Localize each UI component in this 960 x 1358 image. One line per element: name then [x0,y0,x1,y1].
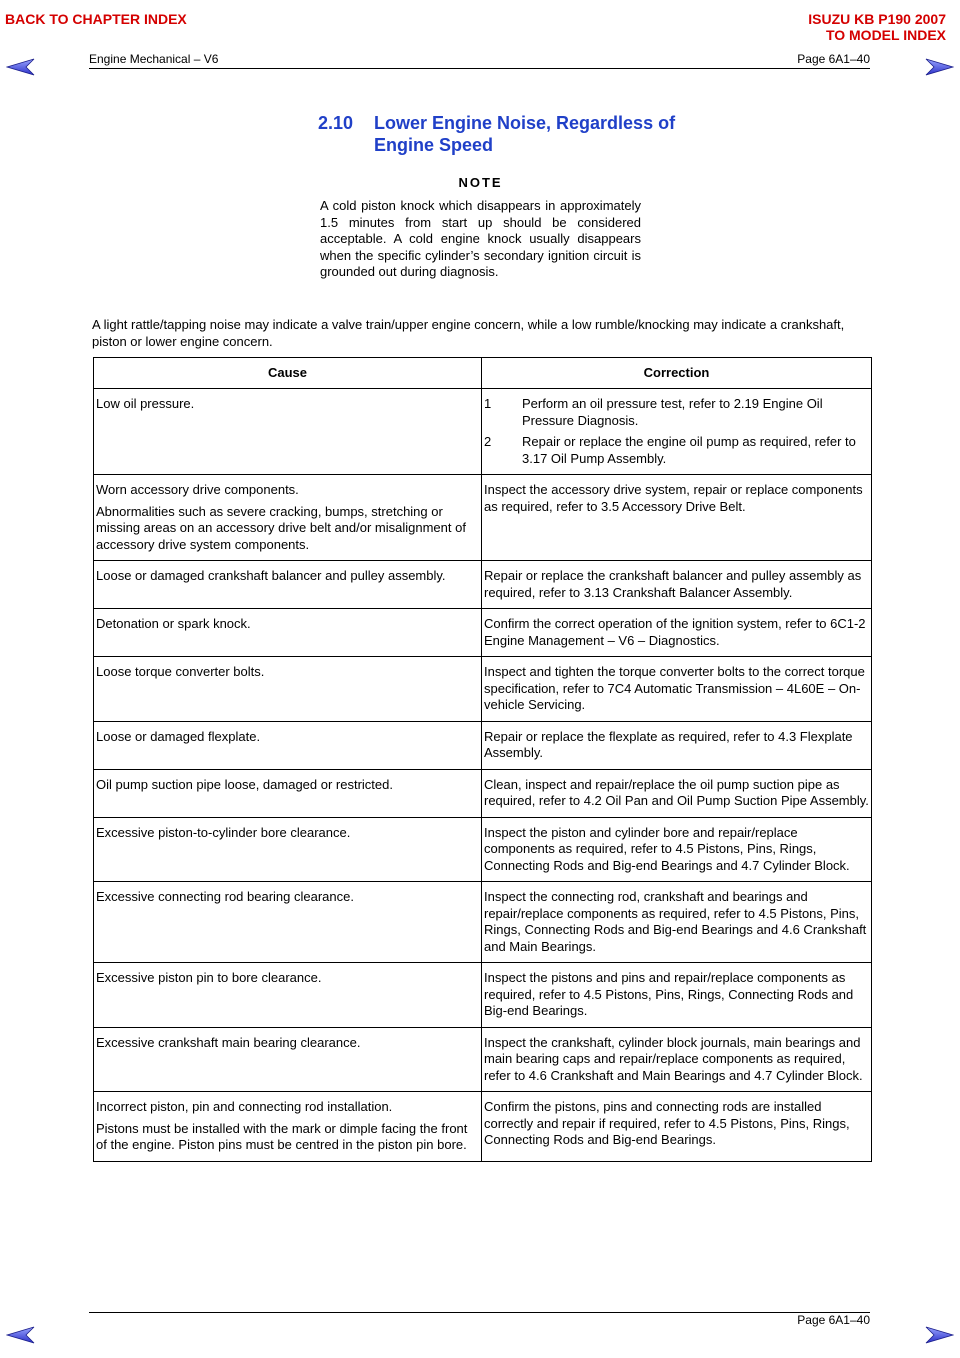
cause-cell [94,817,482,882]
cause-text: Excessive piston-to-cylinder bore clearance. [96,824,351,840]
cause-text: Oil pump suction pipe loose, damaged or restricted. [96,776,393,792]
to-model-index-link[interactable] [808,11,946,43]
cause-text: Loose torque converter bolts. [96,664,265,679]
table-row [94,561,872,609]
correction-text: Inspect the pistons and pins and repair/replace components as required, refer to 4.5 Pistons, Pins, Rings, Connecting Rods and Big-end Bearings. [484,970,854,1018]
next-page-arrow-bottom-icon[interactable] [924,1326,954,1344]
cause-cell [94,963,482,1028]
section-title-line2: Engine Speed [374,135,494,155]
cause-cell [94,657,482,722]
cause-text: Excessive connecting rod bearing clearance. [96,889,354,904]
cause-text: Excessive piston pin to bore clearance. [96,970,322,985]
cause-cell [94,721,482,769]
cause-cell [94,1092,482,1162]
cause-text: Abnormalities such as severe cracking, bumps, stretching or missing areas on an accessory drive belt and/or misalignment of accessory drive system components. [96,503,466,552]
cause-cell [94,561,482,609]
back-to-chapter-index-link[interactable]: BACK TO CHAPTER INDEX [5,11,187,27]
previous-page-arrow-bottom-icon[interactable] [6,1326,36,1344]
column-header-correction: Correction [482,358,872,389]
table-row [94,882,872,963]
cause-text: Loose or damaged crankshaft balancer and pulley assembly. [96,568,446,583]
intro-paragraph: A light rattle/tapping noise may indicate a valve train/upper engine concern, while a low rumble/knocking may indicate a crankshaft, piston or lower engine concern. [92,317,845,349]
correction-text: Repair or replace the flexplate as required, refer to 4.3 Flexplate Assembly. [484,728,853,760]
footer-page-number: Page 6A1–40 [797,1313,870,1327]
table-row [94,963,872,1028]
correction-text: Repair or replace the crankshaft balancer and pulley assembly as required, refer to 3.13 Crankshaft Balancer Assembly. [484,568,862,600]
correction-step [484,434,871,467]
correction-text: Confirm the correct operation of the ignition system, refer to 6C1-2 Engine Management – V6 – Diagnostics. [484,616,866,648]
correction-cell [482,475,872,561]
cause-text: Excessive crankshaft main bearing clearance. [96,1034,361,1050]
section-number: 2.10 [318,113,354,133]
step-number: 2 [484,434,492,449]
next-page-arrow-icon[interactable] [924,58,954,76]
correction-text: Inspect the accessory drive system, repair or replace components as required, refer to 3.5 Accessory Drive Belt. [484,482,863,514]
cause-cell [94,609,482,657]
correction-cell [482,609,872,657]
step-text: Repair or replace the engine oil pump as required, refer to 3.17 Oil Pump Assembly. [522,434,856,466]
header-rule [89,68,870,69]
correction-text: Inspect the connecting rod, crankshaft and bearings and repair/replace components as required, refer to 4.5 Pistons, Pins, Rings, Connecting Rods and Big-end Bearings and 4.6 Crankshaft and Main Bearings. [484,889,867,954]
header-section-title: Engine Mechanical – V6 [89,52,219,66]
correction-cell [482,657,872,722]
table-row [94,1092,872,1162]
cause-cell [94,769,482,817]
cause-cell [94,389,482,475]
correction-cell [482,769,872,817]
correction-cell [482,561,872,609]
correction-cell [482,1092,872,1162]
header-page-number: Page 6A1–40 [797,52,870,66]
table-row [94,389,872,475]
correction-cell [482,882,872,963]
note-body: A cold piston knock which disappears in approximately 1.5 minutes from start up should be considered acceptable. A cold engine knock usually disappears when the specific cylinder’s secondary ignition circuit is grounded out during diagnosis. [320,198,641,279]
correction-cell [482,817,872,882]
section-title-line1: Lower Engine Noise, Regardless of [374,113,676,133]
correction-text: Inspect the crankshaft, cylinder block journals, main bearings and main bearing caps and repair/replace components as required, refer to 4.6 Crankshaft and Main Bearings and 4.7 Cylinder Block. [484,1034,863,1083]
cause-text: Worn accessory drive components. [96,482,299,497]
correction-text: Inspect the piston and cylinder bore and repair/replace components as required, refer to 4.5 Pistons, Pins, Rings, Connecting Rods and Big-end Bearings and 4.7 Cylinder Block. [484,824,850,873]
section-title [318,112,675,156]
correction-cell [482,963,872,1028]
column-header-cause: Cause [94,358,482,389]
table-row [94,475,872,561]
cause-text: Incorrect piston, pin and connecting rod installation. [96,1099,393,1114]
correction-text: Clean, inspect and repair/replace the oil pump suction pipe as required, refer to 4.2 Oil Pan and Oil Pump Suction Pipe Assembly. [484,776,869,808]
model-title: ISUZU KB P190 2007 [808,11,946,27]
step-number: 1 [484,396,492,411]
correction-cell [482,1027,872,1092]
footer-rule [89,1312,870,1313]
correction-text: Inspect and tighten the torque converter bolts to the correct torque specification, refer to 7C4 Automatic Transmission – 4L60E – On-vehicle Servicing. [484,664,865,712]
cause-text: Loose or damaged flexplate. [96,728,261,744]
cause-cell [94,1027,482,1092]
cause-cell [94,475,482,561]
table-header-row [94,358,872,389]
cause-cell [94,882,482,963]
model-index-label: TO MODEL INDEX [825,27,946,43]
table-body [94,389,872,1162]
cause-text: Detonation or spark knock. [96,616,251,631]
table-row [94,1027,872,1092]
table-row [94,609,872,657]
previous-page-arrow-icon[interactable] [6,58,36,76]
correction-text: Confirm the pistons, pins and connecting rods are installed correctly and repair if required, refer to 4.5 Pistons, Pins, Rings, Connecting Rods and Big-end Bearings. [484,1099,850,1147]
correction-step [484,396,871,429]
cause-text: Low oil pressure. [96,396,195,411]
cause-text: Pistons must be installed with the mark or dimple facing the front of the engine. Piston pins must be centred in the piston pin bore. [96,1120,468,1152]
correction-cell [482,721,872,769]
table-row [94,817,872,882]
correction-cell [482,389,872,475]
step-text: Perform an oil pressure test, refer to 2.19 Engine Oil Pressure Diagnosis. [522,396,823,428]
table-row [94,769,872,817]
note-heading: NOTE [458,175,503,190]
cause-correction-table [93,357,872,1162]
table-row [94,657,872,722]
table-row [94,721,872,769]
